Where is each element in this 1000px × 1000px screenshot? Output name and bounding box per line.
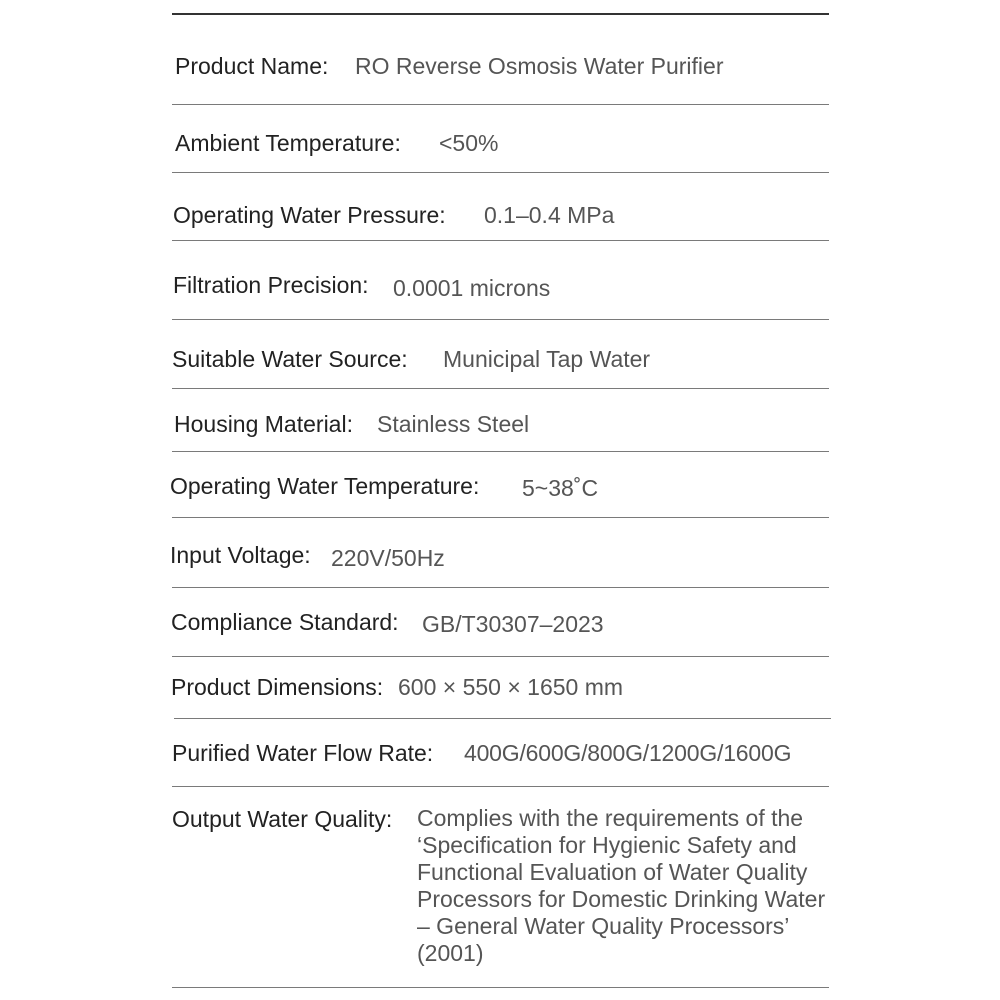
spec-label: Input Voltage: [170,542,311,568]
spec-label: Housing Material: [174,411,353,437]
row-divider [172,319,829,320]
spec-label: Filtration Precision: [173,272,369,298]
row-divider [172,517,829,518]
spec-value: 220V/50Hz [331,545,445,571]
top-divider [172,13,829,15]
spec-label: Ambient Temperature: [175,130,401,156]
row-divider [172,587,829,588]
spec-value: Stainless Steel [377,411,530,437]
spec-label: Output Water Quality: [172,806,393,832]
spec-value: 400G/600G/800G/1200G/1600G [464,740,792,766]
row-divider [172,240,829,241]
spec-value: RO Reverse Osmosis Water Purifier [355,53,724,79]
spec-label: Product Name: [175,53,329,79]
row-divider [172,786,829,787]
spec-label: Operating Water Temperature: [170,473,480,499]
row-divider [172,451,829,452]
spec-value: GB/T30307–2023 [422,611,604,637]
row-divider [172,104,829,105]
row-divider [174,718,831,719]
spec-label: Purified Water Flow Rate: [172,740,434,766]
spec-label: Operating Water Pressure: [173,202,446,228]
spec-value: Complies with the requirements of the ‘Specification for Hygienic Safety and Functional Evaluation of Water Quality Processors for Domestic Drinking Water – General Water Quality Processors’ (2001) [417,805,826,966]
spec-value: Municipal Tap Water [443,346,651,372]
row-divider [172,987,829,988]
spec-value: <50% [439,130,499,156]
spec-value: 5~38˚C [522,475,599,501]
spec-label: Product Dimensions: [171,674,384,700]
spec-label: Suitable Water Source: [172,346,408,372]
row-divider [172,388,829,389]
spec-value: 600 × 550 × 1650 mm [398,674,624,700]
spec-value: 0.1–0.4 MPa [484,202,615,228]
row-divider [172,172,829,173]
row-divider [172,656,829,657]
spec-label: Compliance Standard: [171,609,399,635]
spec-value: 0.0001 microns [393,275,551,301]
